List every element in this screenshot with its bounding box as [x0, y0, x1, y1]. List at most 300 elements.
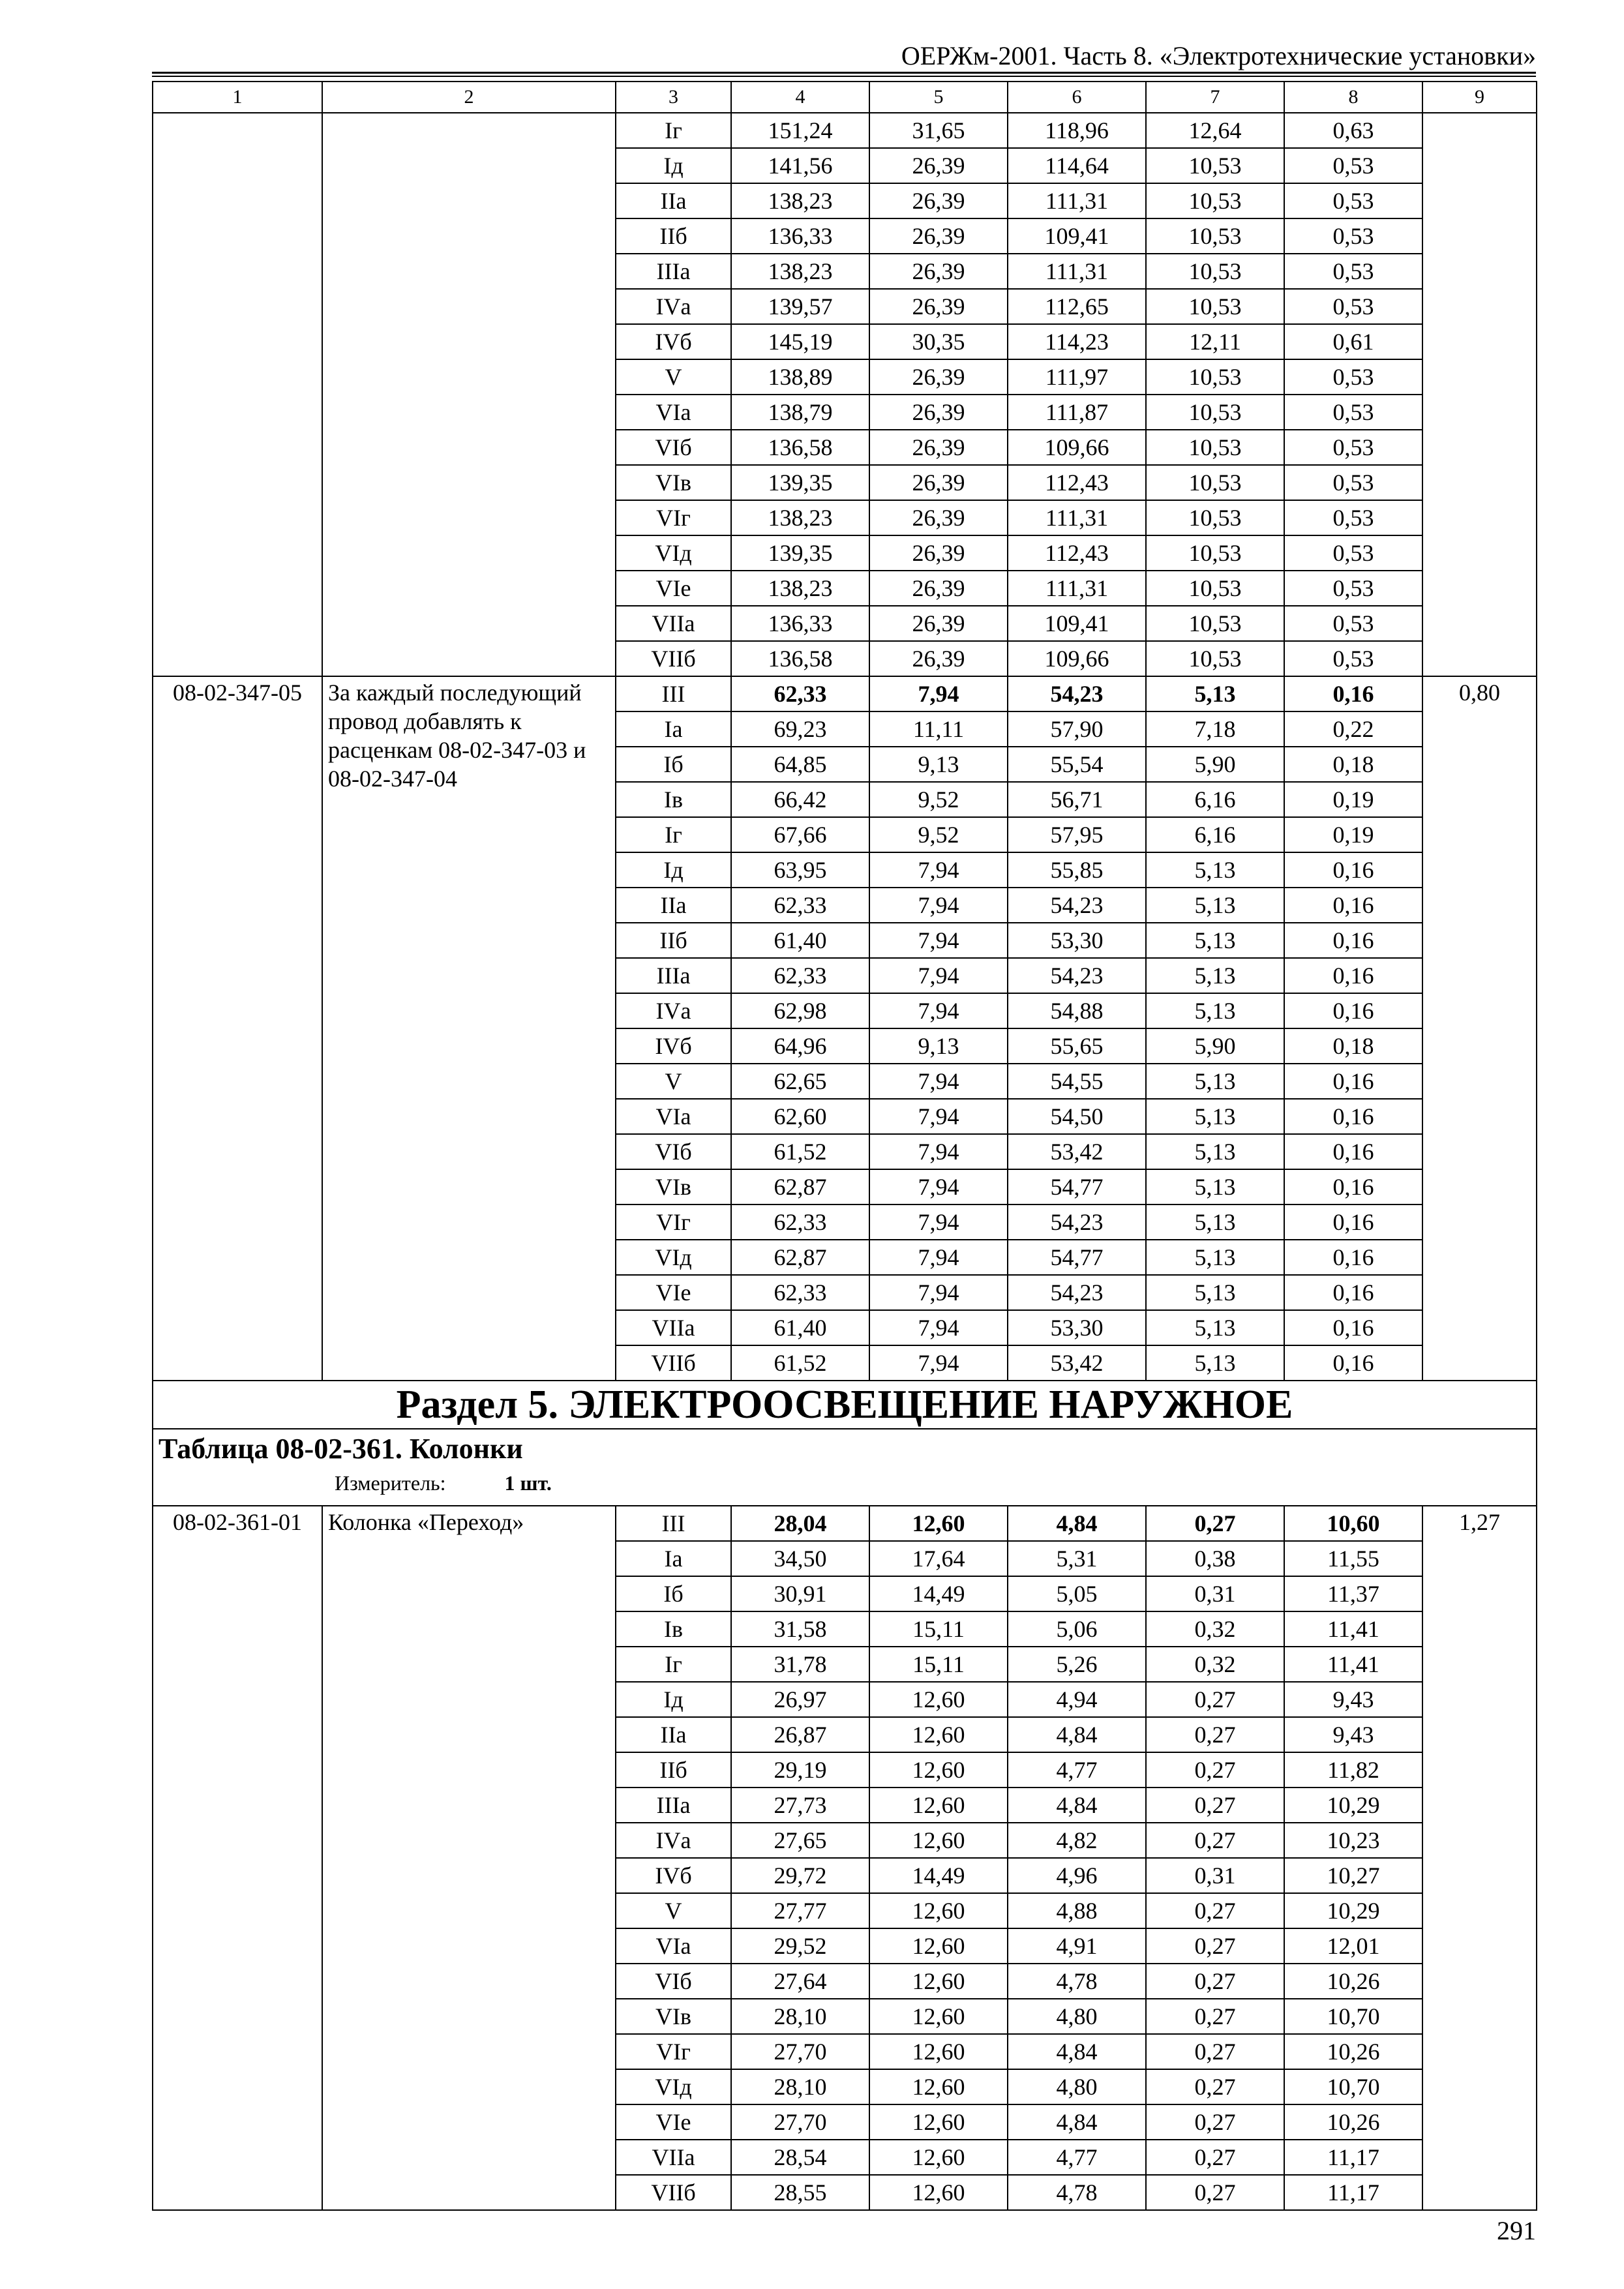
value-cell: 12,60 — [869, 2104, 1008, 2140]
value-cell: 27,70 — [731, 2034, 869, 2069]
value-cell: 27,64 — [731, 1964, 869, 1999]
zone-cell: III — [616, 676, 731, 711]
value-cell: 27,77 — [731, 1893, 869, 1928]
value-cell: 7,94 — [869, 676, 1008, 711]
column-number: 9 — [1422, 82, 1537, 113]
table-caption — [153, 1429, 1537, 1506]
value-cell: 0,16 — [1284, 923, 1422, 958]
rate-code: 08-02-361-01 — [153, 1506, 322, 2210]
value-cell: 55,54 — [1008, 747, 1146, 782]
value-cell: 5,13 — [1146, 958, 1284, 993]
value-cell: 4,80 — [1008, 1999, 1146, 2034]
zone-cell: VIг — [616, 500, 731, 535]
value-cell: 9,13 — [869, 747, 1008, 782]
coefficient: 1,27 — [1422, 1506, 1537, 2210]
value-cell: 111,31 — [1008, 183, 1146, 218]
value-cell: 5,13 — [1146, 1345, 1284, 1381]
value-cell: 62,33 — [731, 676, 869, 711]
value-cell: 6,16 — [1146, 782, 1284, 817]
zone-cell: VIб — [616, 1964, 731, 1999]
value-cell: 0,53 — [1284, 218, 1422, 254]
value-cell: 0,53 — [1284, 254, 1422, 289]
zone-cell: Iв — [616, 1611, 731, 1647]
value-cell: 10,53 — [1146, 571, 1284, 606]
zone-cell: Iа — [616, 711, 731, 747]
value-cell: 0,53 — [1284, 430, 1422, 465]
zone-cell: IIIа — [616, 1788, 731, 1823]
coefficient — [1422, 113, 1537, 676]
value-cell: 0,16 — [1284, 958, 1422, 993]
value-cell: 14,49 — [869, 1858, 1008, 1893]
value-cell: 0,27 — [1146, 2104, 1284, 2140]
value-cell: 53,30 — [1008, 923, 1146, 958]
value-cell: 27,70 — [731, 2104, 869, 2140]
value-cell: 5,13 — [1146, 1310, 1284, 1345]
value-cell: 57,90 — [1008, 711, 1146, 747]
value-cell: 5,13 — [1146, 1064, 1284, 1099]
value-cell: 12,60 — [869, 1752, 1008, 1788]
value-cell: 141,56 — [731, 148, 869, 183]
value-cell: 7,94 — [869, 1064, 1008, 1099]
value-cell: 26,39 — [869, 218, 1008, 254]
value-cell: 10,29 — [1284, 1788, 1422, 1823]
value-cell: 0,22 — [1284, 711, 1422, 747]
value-cell: 0,27 — [1146, 2034, 1284, 2069]
value-cell: 26,39 — [869, 395, 1008, 430]
value-cell: 10,53 — [1146, 218, 1284, 254]
value-cell: 54,55 — [1008, 1064, 1146, 1099]
zone-cell: VIе — [616, 1275, 731, 1310]
header-rule — [152, 72, 1536, 74]
zone-cell: VIIа — [616, 1310, 731, 1345]
value-cell: 5,13 — [1146, 1204, 1284, 1240]
value-cell: 67,66 — [731, 817, 869, 852]
value-cell: 12,60 — [869, 1893, 1008, 1928]
value-cell: 10,53 — [1146, 430, 1284, 465]
value-cell: 5,13 — [1146, 1169, 1284, 1204]
value-cell: 12,01 — [1284, 1928, 1422, 1964]
zone-cell: Iд — [616, 852, 731, 888]
section-row — [153, 1381, 1537, 1429]
value-cell: 139,35 — [731, 465, 869, 500]
value-cell: 10,60 — [1284, 1506, 1422, 1541]
value-cell: 118,96 — [1008, 113, 1146, 148]
value-cell: 139,35 — [731, 535, 869, 571]
value-cell: 5,13 — [1146, 1134, 1284, 1169]
value-cell: 5,06 — [1008, 1611, 1146, 1647]
value-cell: 5,31 — [1008, 1541, 1146, 1576]
rate-description: За каждый последующий провод добавлять к расценкам 08-02-347-03 и 08-02-347-04 — [322, 676, 616, 1381]
zone-cell: III — [616, 1506, 731, 1541]
value-cell: 10,26 — [1284, 1964, 1422, 1999]
value-cell: 10,53 — [1146, 359, 1284, 395]
column-number: 7 — [1146, 82, 1284, 113]
value-cell: 4,82 — [1008, 1823, 1146, 1858]
value-cell: 5,26 — [1008, 1647, 1146, 1682]
zone-cell: VIе — [616, 2104, 731, 2140]
value-cell: 10,26 — [1284, 2034, 1422, 2069]
column-number-row — [153, 82, 1537, 113]
value-cell: 12,60 — [869, 2175, 1008, 2210]
value-cell: 61,52 — [731, 1134, 869, 1169]
value-cell: 26,39 — [869, 148, 1008, 183]
value-cell: 12,60 — [869, 1928, 1008, 1964]
zone-cell: VIб — [616, 430, 731, 465]
zone-cell: IVб — [616, 1028, 731, 1064]
table-row — [153, 113, 1537, 148]
value-cell: 0,16 — [1284, 676, 1422, 711]
value-cell: 151,24 — [731, 113, 869, 148]
value-cell: 14,49 — [869, 1576, 1008, 1611]
rate-description: Колонка «Переход» — [322, 1506, 616, 2210]
value-cell: 61,52 — [731, 1345, 869, 1381]
value-cell: 0,31 — [1146, 1576, 1284, 1611]
value-cell: 138,23 — [731, 254, 869, 289]
value-cell: 26,97 — [731, 1682, 869, 1717]
measure-value: 1 шт. — [504, 1471, 552, 1495]
measure-line — [158, 1469, 1531, 1497]
value-cell: 54,23 — [1008, 888, 1146, 923]
zone-cell: IVа — [616, 1823, 731, 1858]
zone-cell: VIд — [616, 535, 731, 571]
value-cell: 62,60 — [731, 1099, 869, 1134]
value-cell: 5,13 — [1146, 676, 1284, 711]
value-cell: 63,95 — [731, 852, 869, 888]
zone-cell: Iг — [616, 1647, 731, 1682]
value-cell: 4,80 — [1008, 2069, 1146, 2104]
value-cell: 27,65 — [731, 1823, 869, 1858]
value-cell: 7,94 — [869, 1134, 1008, 1169]
table-row — [153, 1506, 1537, 1541]
value-cell: 26,39 — [869, 183, 1008, 218]
value-cell: 112,43 — [1008, 465, 1146, 500]
value-cell: 5,13 — [1146, 1275, 1284, 1310]
zone-cell: VIIб — [616, 1345, 731, 1381]
value-cell: 109,41 — [1008, 606, 1146, 641]
value-cell: 0,16 — [1284, 1204, 1422, 1240]
value-cell: 0,27 — [1146, 2175, 1284, 2210]
value-cell: 145,19 — [731, 324, 869, 359]
value-cell: 55,85 — [1008, 852, 1146, 888]
value-cell: 7,94 — [869, 888, 1008, 923]
value-cell: 7,94 — [869, 923, 1008, 958]
value-cell: 9,43 — [1284, 1682, 1422, 1717]
zone-cell: IVа — [616, 289, 731, 324]
value-cell: 0,19 — [1284, 782, 1422, 817]
value-cell: 62,33 — [731, 1204, 869, 1240]
value-cell: 0,16 — [1284, 1275, 1422, 1310]
value-cell: 0,16 — [1284, 888, 1422, 923]
zone-cell: Iб — [616, 1576, 731, 1611]
value-cell: 54,77 — [1008, 1169, 1146, 1204]
value-cell: 109,66 — [1008, 430, 1146, 465]
value-cell: 10,53 — [1146, 148, 1284, 183]
value-cell: 7,94 — [869, 1099, 1008, 1134]
value-cell: 26,39 — [869, 535, 1008, 571]
zone-cell: IIIа — [616, 254, 731, 289]
value-cell: 9,43 — [1284, 1717, 1422, 1752]
value-cell: 0,53 — [1284, 289, 1422, 324]
value-cell: 7,94 — [869, 1275, 1008, 1310]
value-cell: 26,87 — [731, 1717, 869, 1752]
value-cell: 54,23 — [1008, 676, 1146, 711]
value-cell: 57,95 — [1008, 817, 1146, 852]
value-cell: 54,88 — [1008, 993, 1146, 1028]
value-cell: 10,53 — [1146, 641, 1284, 676]
zone-cell: IIа — [616, 1717, 731, 1752]
zone-cell: VIг — [616, 1204, 731, 1240]
table-caption-row — [153, 1429, 1537, 1506]
value-cell: 11,41 — [1284, 1647, 1422, 1682]
value-cell: 62,98 — [731, 993, 869, 1028]
value-cell: 4,77 — [1008, 1752, 1146, 1788]
value-cell: 5,13 — [1146, 852, 1284, 888]
value-cell: 7,18 — [1146, 711, 1284, 747]
value-cell: 0,61 — [1284, 324, 1422, 359]
value-cell: 5,13 — [1146, 1240, 1284, 1275]
value-cell: 0,27 — [1146, 1928, 1284, 1964]
value-cell: 27,73 — [731, 1788, 869, 1823]
value-cell: 31,58 — [731, 1611, 869, 1647]
value-cell: 10,53 — [1146, 465, 1284, 500]
column-number: 8 — [1284, 82, 1422, 113]
value-cell: 138,23 — [731, 183, 869, 218]
value-cell: 62,33 — [731, 958, 869, 993]
value-cell: 0,27 — [1146, 1788, 1284, 1823]
value-cell: 26,39 — [869, 606, 1008, 641]
value-cell: 31,65 — [869, 113, 1008, 148]
value-cell: 7,94 — [869, 958, 1008, 993]
value-cell: 5,13 — [1146, 1099, 1284, 1134]
value-cell: 10,53 — [1146, 500, 1284, 535]
value-cell: 112,43 — [1008, 535, 1146, 571]
value-cell: 0,27 — [1146, 1999, 1284, 2034]
value-cell: 30,35 — [869, 324, 1008, 359]
value-cell: 26,39 — [869, 359, 1008, 395]
value-cell: 114,64 — [1008, 148, 1146, 183]
value-cell: 11,17 — [1284, 2175, 1422, 2210]
value-cell: 7,94 — [869, 1240, 1008, 1275]
value-cell: 0,16 — [1284, 1240, 1422, 1275]
zone-cell: Iв — [616, 782, 731, 817]
zone-cell: IVб — [616, 1858, 731, 1893]
zone-cell: IIа — [616, 183, 731, 218]
zone-cell: VIд — [616, 2069, 731, 2104]
value-cell: 0,27 — [1146, 1893, 1284, 1928]
value-cell: 9,52 — [869, 817, 1008, 852]
value-cell: 136,33 — [731, 218, 869, 254]
table-caption-title: Таблица 08-02-361. Колонки — [158, 1433, 523, 1465]
value-cell: 64,85 — [731, 747, 869, 782]
value-cell: 7,94 — [869, 1310, 1008, 1345]
value-cell: 53,30 — [1008, 1310, 1146, 1345]
zone-cell: IIа — [616, 888, 731, 923]
zone-cell: VIIа — [616, 606, 731, 641]
value-cell: 12,60 — [869, 2069, 1008, 2104]
value-cell: 0,27 — [1146, 1506, 1284, 1541]
value-cell: 11,82 — [1284, 1752, 1422, 1788]
value-cell: 5,05 — [1008, 1576, 1146, 1611]
value-cell: 66,42 — [731, 782, 869, 817]
value-cell: 0,16 — [1284, 1134, 1422, 1169]
value-cell: 0,53 — [1284, 606, 1422, 641]
value-cell: 0,53 — [1284, 500, 1422, 535]
zone-cell: IIIа — [616, 958, 731, 993]
value-cell: 0,53 — [1284, 359, 1422, 395]
zone-cell: IIб — [616, 923, 731, 958]
zone-cell: VIIб — [616, 641, 731, 676]
value-cell: 5,90 — [1146, 747, 1284, 782]
value-cell: 0,19 — [1284, 817, 1422, 852]
value-cell: 0,38 — [1146, 1541, 1284, 1576]
value-cell: 7,94 — [869, 993, 1008, 1028]
value-cell: 0,27 — [1146, 1823, 1284, 1858]
rate-code: 08-02-347-05 — [153, 676, 322, 1381]
value-cell: 12,60 — [869, 1788, 1008, 1823]
value-cell: 136,58 — [731, 430, 869, 465]
section-title: Раздел 5. ЭЛЕКТРООСВЕЩЕНИЕ НАРУЖНОЕ — [153, 1381, 1537, 1429]
value-cell: 10,26 — [1284, 2104, 1422, 2140]
rates-table-body — [153, 82, 1537, 2210]
value-cell: 62,87 — [731, 1169, 869, 1204]
value-cell: 53,42 — [1008, 1345, 1146, 1381]
value-cell: 0,27 — [1146, 2140, 1284, 2175]
value-cell: 5,13 — [1146, 888, 1284, 923]
zone-cell: Iг — [616, 113, 731, 148]
zone-cell: VIв — [616, 1999, 731, 2034]
zone-cell: IIб — [616, 1752, 731, 1788]
value-cell: 138,89 — [731, 359, 869, 395]
value-cell: 34,50 — [731, 1541, 869, 1576]
page-header-title: ОЕРЖм-2001. Часть 8. «Электротехнические установки» — [901, 41, 1536, 70]
value-cell: 28,10 — [731, 1999, 869, 2034]
zone-cell: IVб — [616, 324, 731, 359]
value-cell: 109,66 — [1008, 641, 1146, 676]
value-cell: 10,70 — [1284, 2069, 1422, 2104]
value-cell: 11,11 — [869, 711, 1008, 747]
value-cell: 53,42 — [1008, 1134, 1146, 1169]
value-cell: 61,40 — [731, 1310, 869, 1345]
zone-cell: VIа — [616, 395, 731, 430]
value-cell: 11,55 — [1284, 1541, 1422, 1576]
value-cell: 0,31 — [1146, 1858, 1284, 1893]
value-cell: 0,27 — [1146, 1717, 1284, 1752]
value-cell: 29,52 — [731, 1928, 869, 1964]
zone-cell: VIг — [616, 2034, 731, 2069]
zone-cell: IIб — [616, 218, 731, 254]
value-cell: 30,91 — [731, 1576, 869, 1611]
value-cell: 4,84 — [1008, 2104, 1146, 2140]
value-cell: 0,53 — [1284, 571, 1422, 606]
value-cell: 0,16 — [1284, 1064, 1422, 1099]
value-cell: 111,31 — [1008, 571, 1146, 606]
value-cell: 5,90 — [1146, 1028, 1284, 1064]
value-cell: 136,58 — [731, 641, 869, 676]
value-cell: 0,27 — [1146, 1682, 1284, 1717]
value-cell: 112,65 — [1008, 289, 1146, 324]
value-cell: 12,60 — [869, 1506, 1008, 1541]
value-cell: 12,60 — [869, 1682, 1008, 1717]
zone-cell: Iг — [616, 817, 731, 852]
value-cell: 138,79 — [731, 395, 869, 430]
value-cell: 11,37 — [1284, 1576, 1422, 1611]
column-number: 6 — [1008, 82, 1146, 113]
value-cell: 10,53 — [1146, 289, 1284, 324]
value-cell: 0,16 — [1284, 993, 1422, 1028]
value-cell: 69,23 — [731, 711, 869, 747]
value-cell: 0,32 — [1146, 1647, 1284, 1682]
value-cell: 10,53 — [1146, 395, 1284, 430]
value-cell: 114,23 — [1008, 324, 1146, 359]
value-cell: 0,16 — [1284, 1099, 1422, 1134]
value-cell: 11,17 — [1284, 2140, 1422, 2175]
value-cell: 61,40 — [731, 923, 869, 958]
value-cell: 0,63 — [1284, 113, 1422, 148]
value-cell: 62,33 — [731, 888, 869, 923]
zone-cell: VIIб — [616, 2175, 731, 2210]
zone-cell: VIIа — [616, 2140, 731, 2175]
table-row — [153, 676, 1537, 711]
zone-cell: IVа — [616, 993, 731, 1028]
zone-cell: VIа — [616, 1928, 731, 1964]
value-cell: 62,33 — [731, 1275, 869, 1310]
value-cell: 54,77 — [1008, 1240, 1146, 1275]
zone-cell: VIв — [616, 465, 731, 500]
value-cell: 29,72 — [731, 1858, 869, 1893]
value-cell: 139,57 — [731, 289, 869, 324]
column-number: 4 — [731, 82, 869, 113]
page-number: 291 — [1497, 2216, 1536, 2245]
value-cell: 11,41 — [1284, 1611, 1422, 1647]
zone-cell: V — [616, 1893, 731, 1928]
value-cell: 26,39 — [869, 641, 1008, 676]
rate-code — [153, 113, 322, 676]
value-cell: 109,41 — [1008, 218, 1146, 254]
value-cell: 56,71 — [1008, 782, 1146, 817]
value-cell: 28,54 — [731, 2140, 869, 2175]
value-cell: 7,94 — [869, 852, 1008, 888]
value-cell: 4,84 — [1008, 1506, 1146, 1541]
column-number: 2 — [322, 82, 616, 113]
value-cell: 7,94 — [869, 1169, 1008, 1204]
value-cell: 54,23 — [1008, 1275, 1146, 1310]
value-cell: 62,65 — [731, 1064, 869, 1099]
value-cell: 111,31 — [1008, 254, 1146, 289]
value-cell: 26,39 — [869, 571, 1008, 606]
value-cell: 12,60 — [869, 1999, 1008, 2034]
value-cell: 0,53 — [1284, 395, 1422, 430]
value-cell: 0,53 — [1284, 183, 1422, 218]
rates-table — [152, 81, 1537, 2211]
zone-cell: V — [616, 1064, 731, 1099]
value-cell: 111,87 — [1008, 395, 1146, 430]
value-cell: 12,64 — [1146, 113, 1284, 148]
value-cell: 28,55 — [731, 2175, 869, 2210]
value-cell: 12,60 — [869, 2034, 1008, 2069]
value-cell: 111,97 — [1008, 359, 1146, 395]
value-cell: 10,53 — [1146, 254, 1284, 289]
zone-cell: VIв — [616, 1169, 731, 1204]
zone-cell: Iб — [616, 747, 731, 782]
value-cell: 4,88 — [1008, 1893, 1146, 1928]
value-cell: 7,94 — [869, 1345, 1008, 1381]
value-cell: 0,16 — [1284, 852, 1422, 888]
value-cell: 0,16 — [1284, 1345, 1422, 1381]
value-cell: 31,78 — [731, 1647, 869, 1682]
value-cell: 12,60 — [869, 1823, 1008, 1858]
coefficient: 0,80 — [1422, 676, 1537, 1381]
value-cell: 7,94 — [869, 1204, 1008, 1240]
